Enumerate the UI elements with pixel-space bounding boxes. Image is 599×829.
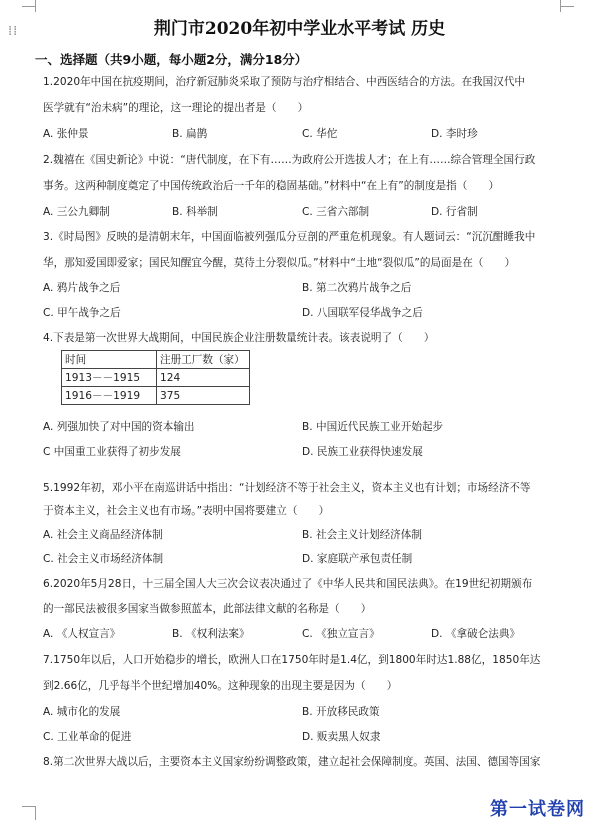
enterprise-stats-table — [61, 350, 250, 405]
crop-mark-top-right-h — [560, 6, 574, 7]
q1-option-b[interactable]: B. 扁鹊 — [172, 128, 208, 140]
q1-option-d[interactable]: D. 李时珍 — [431, 128, 478, 140]
question-7-line-2: 到2.66亿，几乎每半个世纪增加40%。这种现象的出现主要是因为（ ） — [43, 680, 398, 692]
q6-option-a[interactable]: A. 《人权宣言》 — [43, 628, 121, 640]
table-cell: 1913－－1915 — [62, 369, 157, 387]
question-1-line-2: 医学就有“治未病”的理论，这一理论的提出者是（ ） — [43, 102, 309, 114]
question-4-line-1: 4.下表是第一次世界大战期间，中国民族企业注册数量统计表。该表说明了（ ） — [43, 332, 435, 344]
crop-mark-top-right-v — [560, 0, 561, 12]
table-header-cell: 注册工厂数（家） — [157, 351, 250, 369]
q2-option-d[interactable]: D. 行省制 — [431, 206, 478, 218]
page-title: 荆门市2020年初中学业水平考试 历史 — [153, 19, 446, 39]
drag-handle-icon[interactable]: ⁞⁞ — [8, 24, 19, 39]
q2-option-a[interactable]: A. 三公九卿制 — [43, 206, 110, 218]
question-6-line-2: 的一部民法被很多国家当做参照蓝本，此部法律文献的名称是（ ） — [43, 603, 372, 615]
q6-option-b[interactable]: B. 《权利法案》 — [172, 628, 250, 640]
crop-mark-bottom-left-v — [35, 806, 36, 820]
q3-option-a[interactable]: A. 鸦片战争之后 — [43, 282, 121, 294]
table-header-row — [62, 351, 250, 369]
q3-option-d[interactable]: D. 八国联军侵华战争之后 — [302, 307, 423, 319]
question-3-line-1: 3.《时局图》反映的是清朝末年，中国面临被列强瓜分豆剖的严重危机现象。有人题词云：“沉沉酣睡我中 — [43, 231, 536, 243]
table-cell: 375 — [157, 387, 250, 405]
question-7-line-1: 7.1750年以后，人口开始稳步的增长，欧洲人口在1750年时是1.4亿，到1800年时达1.88亿，1850年达 — [43, 654, 541, 666]
q6-option-c[interactable]: C. 《独立宣言》 — [302, 628, 380, 640]
crop-mark-top-left-h — [22, 6, 36, 7]
q5-option-b[interactable]: B. 社会主义计划经济体制 — [302, 529, 422, 541]
q3-option-c[interactable]: C. 甲午战争之后 — [43, 307, 121, 319]
q1-option-c[interactable]: C. 华佗 — [302, 128, 338, 140]
question-1-line-1: 1.2020年中国在抗疫期间，治疗新冠肺炎采取了预防与治疗相结合、中西医结合的方法。在我国汉代中 — [43, 76, 526, 88]
q5-option-a[interactable]: A. 社会主义商品经济体制 — [43, 529, 163, 541]
q5-option-d[interactable]: D. 家庭联产承包责任制 — [302, 553, 413, 565]
q7-option-a[interactable]: A. 城市化的发展 — [43, 706, 121, 718]
crop-mark-bottom-left-h — [22, 806, 36, 807]
table-cell: 124 — [157, 369, 250, 387]
question-3-line-2: 华，那知爱国即爱家；国民知醒宜今醒，莫待土分裂似瓜。”材料中“土地“裂似瓜”的局面是在（ ） — [43, 257, 516, 269]
q2-option-c[interactable]: C. 三省六部制 — [302, 206, 370, 218]
q7-option-c[interactable]: C. 工业革命的促进 — [43, 731, 132, 743]
question-2-line-1: 2.魏禧在《国史新论》中说：“唐代制度，在下有……为政府公开选拔人才；在上有……综合管理全国行政 — [43, 154, 536, 166]
q7-option-b[interactable]: B. 开放移民政策 — [302, 706, 380, 718]
table-row — [62, 369, 250, 387]
question-5-line-1: 5.1992年初，邓小平在南巡讲话中指出：“计划经济不等于社会主义，资本主义也有计划；市场经济不等 — [43, 482, 531, 494]
site-watermark: 第一试卷网 — [490, 799, 585, 820]
q2-option-b[interactable]: B. 科举制 — [172, 206, 218, 218]
q1-option-a[interactable]: A. 张仲景 — [43, 128, 89, 140]
q4-option-b[interactable]: B. 中国近代民族工业开始起步 — [302, 421, 444, 433]
question-6-line-1: 6.2020年5月28日，十三届全国人大三次会议表决通过了《中华人民共和国民法典》。在19世纪初期颁布 — [43, 578, 533, 590]
table-cell: 1916－－1919 — [62, 387, 157, 405]
table-header-cell: 时间 — [62, 351, 157, 369]
table-row — [62, 387, 250, 405]
q4-option-c[interactable]: C 中国重工业获得了初步发展 — [43, 446, 181, 458]
question-2-line-2: 事务。这两种制度奠定了中国传统政治后一千年的稳固基础。”材料中“在上有”的制度是指（ ） — [43, 180, 500, 192]
question-8-line-1: 8.第二次世界大战以后，主要资本主义国家纷纷调整政策，建立起社会保障制度。英国、法国、德国等国家 — [43, 756, 541, 768]
question-5-line-2: 于资本主义，社会主义也有市场。”表明中国将要建立（ ） — [43, 505, 330, 517]
crop-mark-top-left-v — [35, 0, 36, 12]
q4-option-d[interactable]: D. 民族工业获得快速发展 — [302, 446, 423, 458]
q5-option-c[interactable]: C. 社会主义市场经济体制 — [43, 553, 164, 565]
q7-option-d[interactable]: D. 贩卖黑人奴隶 — [302, 731, 381, 743]
q6-option-d[interactable]: D. 《拿破仑法典》 — [431, 628, 521, 640]
section-heading: 一、选择题（共9小题，每小题2分，满分18分） — [35, 52, 308, 67]
q4-option-a[interactable]: A. 列强加快了对中国的资本输出 — [43, 421, 195, 433]
q3-option-b[interactable]: B. 第二次鸦片战争之后 — [302, 282, 412, 294]
